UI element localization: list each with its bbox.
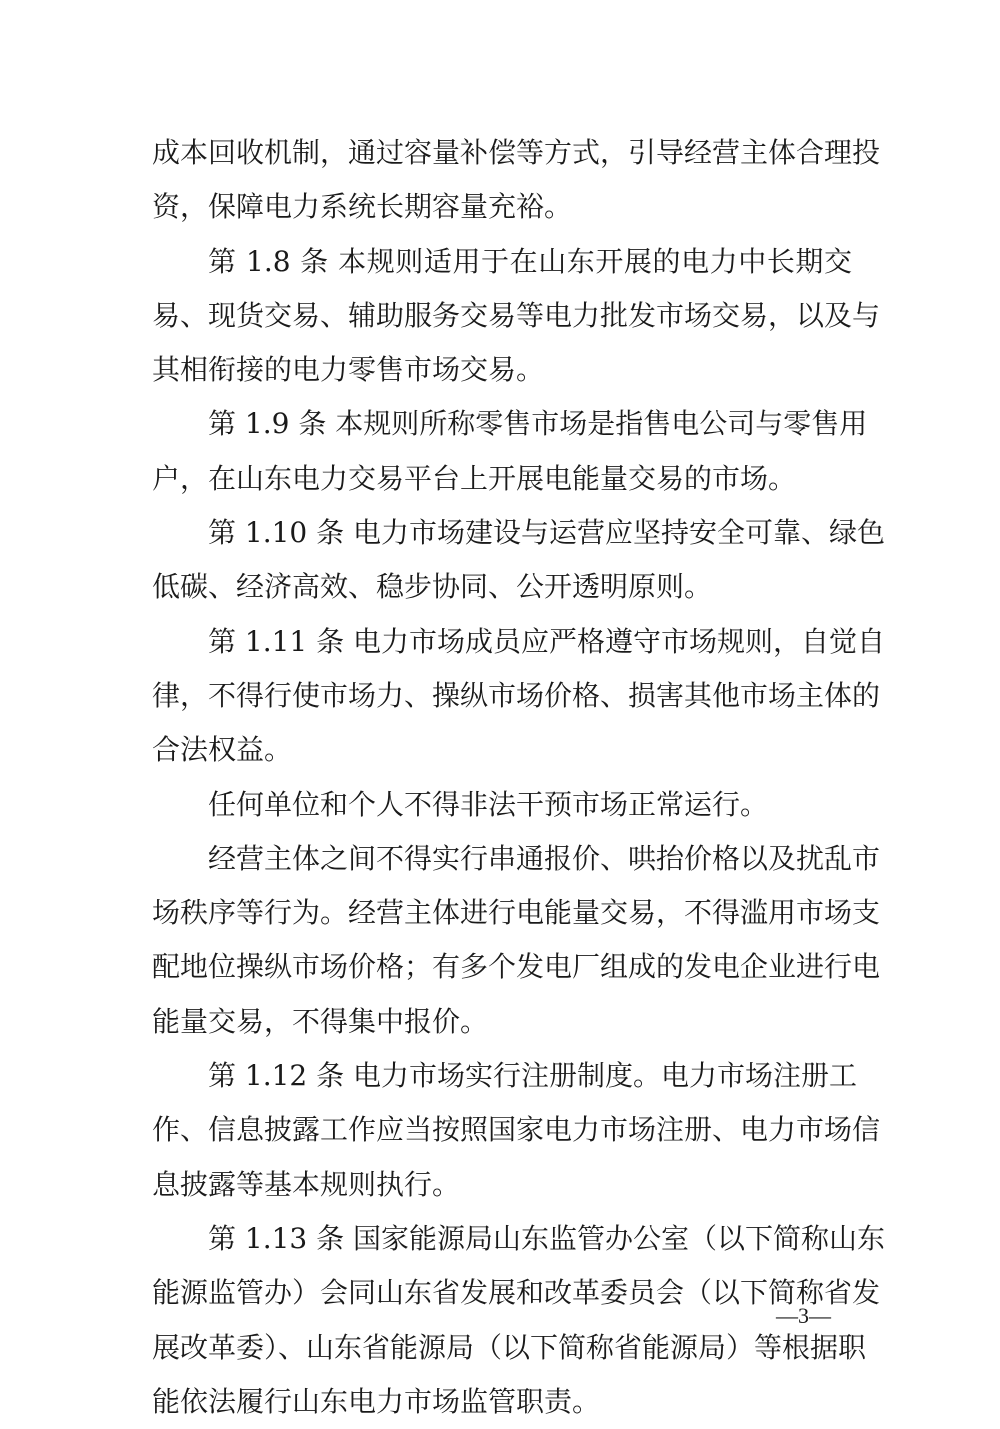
text-line: 任何单位和个人不得非法干预市场正常运行。 (208, 787, 769, 821)
text-line: 易、现货交易、辅助服务交易等电力批发市场交易，以及与 (152, 298, 881, 332)
text-line: 第 1.13 条 国家能源局山东监管办公室（以下简称山东 (208, 1221, 886, 1255)
text-line: 成本回收机制，通过容量补偿等方式，引导经营主体合理投 (152, 136, 881, 169)
text-line: 息披露等基本规则执行。 (152, 1167, 461, 1201)
text-line: 经营主体之间不得实行串通报价、哄抬价格以及扰乱市 (208, 841, 881, 875)
text-line: 第 1.12 条 电力市场实行注册制度。电力市场注册工 (208, 1059, 858, 1093)
text-line: 低碳、经济高效、稳步协同、公开透明原则。 (152, 570, 713, 604)
document-body (152, 126, 886, 1429)
text-line: 其相衔接的电力零售市场交易。 (152, 353, 545, 387)
text-line: 能依法履行山东电力市场监管职责。 (152, 1384, 601, 1418)
text-line: 第 1.11 条 电力市场成员应严格遵守市场规则，自觉自 (208, 624, 886, 658)
page-number: —3— (776, 1303, 831, 1328)
text-line: 能量交易，不得集中报价。 (152, 1004, 489, 1038)
text-line: 场秩序等行为。经营主体进行电能量交易，不得滥用市场支 (152, 896, 881, 930)
text-line: 合法权益。 (152, 733, 293, 767)
text-line: 第 1.9 条 本规则所称零售市场是指售电公司与零售用 (208, 407, 868, 441)
text-line: 第 1.10 条 电力市场建设与运营应坚持安全可靠、绿色 (208, 516, 886, 550)
text-line: 第 1.8 条 本规则适用于在山东开展的电力中长期交 (208, 244, 852, 278)
text-line: 能源监管办）会同山东省发展和改革委员会（以下简称省发 (152, 1276, 881, 1310)
text-line: 户，在山东电力交易平台上开展电能量交易的市场。 (152, 461, 797, 495)
text-line: 展改革委）、山东省能源局（以下简称省能源局）等根据职 (152, 1330, 867, 1364)
text-line: 配地位操纵市场价格；有多个发电厂组成的发电企业进行电 (152, 950, 881, 984)
text-line: 作、信息披露工作应当按照国家电力市场注册、电力市场信 (152, 1113, 881, 1147)
text-line: 资，保障电力系统长期容量充裕。 (152, 190, 573, 224)
text-line: 律，不得行使市场力、操纵市场价格、损害其他市场主体的 (152, 678, 881, 712)
